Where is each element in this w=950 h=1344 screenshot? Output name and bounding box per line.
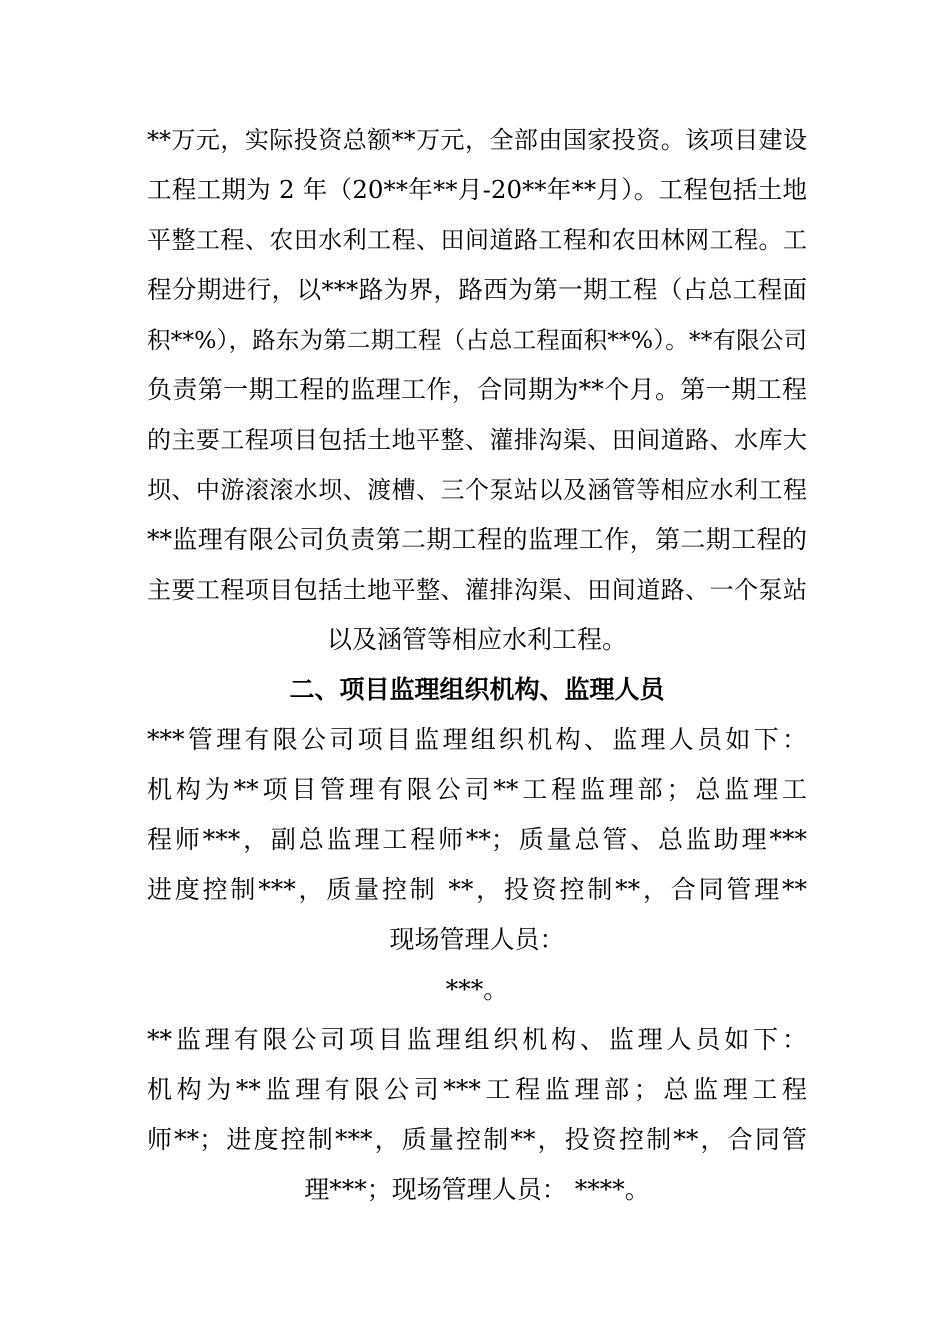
paragraph-line: 的主要工程项目包括土地平整、灌排沟渠、田间道路、水库大 [147,426,807,454]
paragraph-line: 主要工程项目包括土地平整、灌排沟渠、田间道路、一个泵站 [147,576,807,604]
paragraph-line: 工程工期为 2 年（20**年**月-20**年**月）。工程包括土地 [147,175,807,204]
paragraph-line: **监理有限公司项目监理组织机构、监理人员如下： [147,1025,807,1054]
paragraph-line: 坝、中游滚滚水坝、渡槽、三个泵站以及涵管等相应水利工程 [147,476,807,504]
paragraph-line: 现场管理人员： [389,925,565,954]
paragraph-line: 以及涵管等相应水利工程。 [326,625,627,654]
paragraph-line: **万元，实际投资总额**万元，全部由国家投资。该项目建设 [147,126,807,154]
paragraph-line: ***。 [445,975,509,1004]
section-heading: 二、项目监理组织机构、监理人员 [289,675,665,704]
paragraph-line: 程师***，副总监理工程师**；质量总管、总监助理*** [147,825,807,854]
paragraph-line: 程分期进行，以***路为界，路西为第一期工程（占总工程面 [147,275,807,304]
paragraph-line: 进度控制***，质量控制 **，投资控制**，合同管理** [147,875,807,904]
paragraph-line: 理***；现场管理人员： ****。 [304,1175,650,1204]
paragraph-line: 积**%），路东为第二期工程（占总工程面积**%）。**有限公司 [147,326,807,354]
paragraph-line: 平整工程、农田水利工程、田间道路工程和农田林网工程。工 [147,226,807,254]
paragraph-line: 机构为**监理有限公司***工程监理部；总监理工程 [147,1075,807,1104]
paragraph-line: **监理有限公司负责第二期工程的监理工作，第二期工程的 [147,525,807,554]
paragraph-line: 负责第一期工程的监理工作，合同期为**个月。第一期工程 [147,375,807,404]
paragraph-line: 师**；进度控制***，质量控制**，投资控制**，合同管 [147,1125,807,1154]
paragraph-line: 机构为**项目管理有限公司**工程监理部；总监理工 [147,775,807,804]
paragraph-line: ***管理有限公司项目监理组织机构、监理人员如下： [147,725,807,754]
